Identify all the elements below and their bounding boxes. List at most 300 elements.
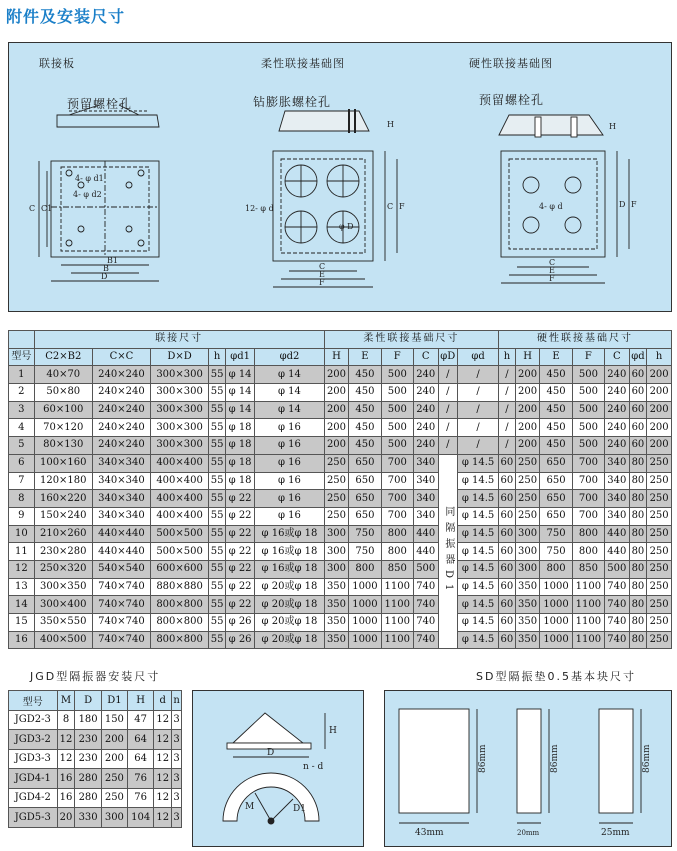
- table-cell: φ 16: [255, 507, 324, 525]
- table-cell: 250: [324, 454, 349, 472]
- table-cell: 300: [515, 560, 540, 578]
- jgd-title: JGD型隔振器安装尺寸: [30, 670, 161, 683]
- table-cell: 1000: [349, 614, 381, 632]
- column-header: E: [540, 348, 572, 366]
- table-cell: 1100: [572, 631, 604, 649]
- group-header: 硬性联接基础尺寸: [499, 331, 672, 349]
- table-cell: 200: [515, 366, 540, 384]
- table-cell: 60: [499, 543, 516, 561]
- table-cell: 240: [413, 419, 438, 437]
- table-cell: 8: [9, 490, 35, 508]
- table-row: [9, 596, 672, 614]
- table-cell: 440: [605, 525, 630, 543]
- table-cell: φ 14: [225, 401, 254, 419]
- table-cell: 55: [209, 366, 226, 384]
- rigid-section: [499, 115, 603, 135]
- table-cell: 350: [515, 578, 540, 596]
- table-cell: 700: [381, 507, 413, 525]
- group-header-row: [9, 331, 672, 349]
- bolt-hole-label: 预留螺栓孔: [67, 97, 133, 111]
- table-cell: 210×260: [34, 525, 92, 543]
- jgd-header-row: [9, 691, 182, 711]
- table-cell: 850: [381, 560, 413, 578]
- jgd-row: [9, 769, 182, 789]
- table-cell: 800×800: [151, 631, 209, 649]
- table-cell: φ 14.5: [458, 631, 499, 649]
- table-cell: φ 18: [225, 419, 254, 437]
- table-cell: 250: [647, 490, 672, 508]
- table-cell: 80: [629, 543, 647, 561]
- table-cell: 80×130: [34, 437, 92, 455]
- table-cell: 440: [605, 543, 630, 561]
- table-cell: 340×340: [92, 472, 150, 490]
- table-cell: 340: [413, 507, 438, 525]
- column-header: C: [605, 348, 630, 366]
- table-cell: 700: [572, 490, 604, 508]
- table-cell: 250: [647, 472, 672, 490]
- table-cell: 240: [605, 401, 630, 419]
- table-cell: φ 22: [225, 525, 254, 543]
- table-cell: φ 20或φ 18: [255, 631, 324, 649]
- column-header: 型号: [9, 348, 35, 366]
- table-cell: 650: [540, 472, 572, 490]
- table-cell: 200: [647, 401, 672, 419]
- table-cell: 740: [605, 596, 630, 614]
- column-header: E: [349, 348, 381, 366]
- table-cell: /: [458, 437, 499, 455]
- jgd-dim-h: H: [329, 726, 337, 736]
- table-cell: 60: [499, 631, 516, 649]
- table-cell: /: [458, 366, 499, 384]
- table-cell: 200: [324, 419, 349, 437]
- table-cell: 60: [499, 472, 516, 490]
- table-cell: 650: [540, 454, 572, 472]
- table-cell: 400×400: [151, 490, 209, 508]
- table-cell: 700: [381, 472, 413, 490]
- table-cell: 55: [209, 596, 226, 614]
- table-cell: 450: [349, 366, 381, 384]
- table-cell: 55: [209, 419, 226, 437]
- table-cell: 440×440: [92, 543, 150, 561]
- group-header: 联接尺寸: [34, 331, 324, 349]
- jgd-cell: 250: [101, 769, 127, 789]
- jgd-row: [9, 710, 182, 730]
- column-header: C×C: [92, 348, 150, 366]
- table-cell: 740: [413, 578, 438, 596]
- table-cell: φ 14.5: [458, 507, 499, 525]
- jgd-cell: 3: [172, 808, 182, 828]
- table-cell: 55: [209, 401, 226, 419]
- table-cell: 16: [9, 631, 35, 649]
- jgd-cell: JGD3-3: [9, 749, 58, 769]
- flex-title: 柔性联接基础图: [261, 57, 345, 70]
- jgd-cell: 47: [128, 710, 154, 730]
- jgd-column-header: 型号: [9, 691, 58, 711]
- column-header: φd: [629, 348, 647, 366]
- table-cell: 200: [515, 384, 540, 402]
- table-cell: 500: [572, 366, 604, 384]
- table-cell: 500: [381, 366, 413, 384]
- table-cell: /: [438, 437, 458, 455]
- table-cell: 60: [499, 614, 516, 632]
- column-header: φd: [458, 348, 499, 366]
- jgd-column-header: M: [57, 691, 75, 711]
- table-cell: 250: [647, 543, 672, 561]
- table-cell: 1000: [349, 631, 381, 649]
- table-cell: 250: [647, 596, 672, 614]
- table-cell: 240×240: [92, 419, 150, 437]
- table-cell: 10: [9, 525, 35, 543]
- table-cell: 740: [605, 578, 630, 596]
- table-cell: 14: [9, 596, 35, 614]
- merged-cell-d1: 同隔振器D1: [438, 454, 458, 649]
- column-header: φD: [438, 348, 458, 366]
- jgd-cell: 12: [57, 749, 75, 769]
- table-cell: 1100: [381, 578, 413, 596]
- table-cell: φ 20或φ 18: [255, 578, 324, 596]
- table-cell: 440×440: [92, 525, 150, 543]
- table-cell: 500: [413, 560, 438, 578]
- table-cell: 5: [9, 437, 35, 455]
- table-cell: 650: [349, 472, 381, 490]
- table-row: [9, 437, 672, 455]
- table-cell: 200: [515, 437, 540, 455]
- table-cell: 1100: [572, 596, 604, 614]
- table-cell: φ 14: [255, 401, 324, 419]
- table-cell: 250: [324, 472, 349, 490]
- table-cell: 300×350: [34, 578, 92, 596]
- table-cell: 60: [629, 437, 647, 455]
- table-cell: 240×240: [92, 366, 150, 384]
- table-cell: 60: [499, 490, 516, 508]
- table-cell: 240: [605, 437, 630, 455]
- table-cell: φ 22: [225, 560, 254, 578]
- table-cell: 55: [209, 578, 226, 596]
- table-cell: 740: [605, 614, 630, 632]
- table-cell: φ 20或φ 18: [255, 596, 324, 614]
- jgd-cell: 12: [154, 808, 172, 828]
- table-cell: 350: [515, 614, 540, 632]
- table-cell: 1000: [349, 596, 381, 614]
- table-cell: 300×300: [151, 401, 209, 419]
- table-cell: 800×800: [151, 614, 209, 632]
- table-cell: φ 26: [225, 631, 254, 649]
- table-cell: 80: [629, 472, 647, 490]
- table-cell: 60: [629, 384, 647, 402]
- table-row: [9, 454, 672, 472]
- table-cell: 400×400: [151, 472, 209, 490]
- table-cell: 1100: [572, 614, 604, 632]
- table-cell: 400×500: [34, 631, 92, 649]
- sd-height-1: 86mm: [478, 744, 488, 773]
- table-cell: 300×300: [151, 366, 209, 384]
- column-header: F: [381, 348, 413, 366]
- table-cell: 340: [413, 472, 438, 490]
- column-header: φd2: [255, 348, 324, 366]
- jgd-cell: 230: [75, 730, 101, 750]
- jgd-column-header: H: [128, 691, 154, 711]
- table-cell: 740×740: [92, 578, 150, 596]
- jgd-dim-d: D: [267, 748, 275, 758]
- group-header: 柔性联接基础尺寸: [324, 331, 498, 349]
- table-cell: φ 16或φ 18: [255, 560, 324, 578]
- sd-height-2: 86mm: [550, 744, 560, 773]
- dim-f-flex-v: F: [399, 202, 405, 211]
- table-cell: 300×400: [34, 596, 92, 614]
- table-cell: 55: [209, 560, 226, 578]
- table-cell: 55: [209, 507, 226, 525]
- table-cell: φ 14.5: [458, 596, 499, 614]
- table-cell: φ 22: [225, 507, 254, 525]
- table-cell: 300: [515, 543, 540, 561]
- table-cell: 500: [381, 437, 413, 455]
- table-cell: 450: [349, 401, 381, 419]
- table-cell: 250×320: [34, 560, 92, 578]
- table-cell: 1100: [381, 614, 413, 632]
- table-cell: /: [499, 437, 516, 455]
- table-cell: 400×400: [151, 454, 209, 472]
- jgd-svg: [193, 691, 363, 846]
- table-cell: 850: [572, 560, 604, 578]
- dim-c-flex-v: C: [387, 202, 394, 211]
- rigid-title: 硬性联接基础图: [469, 57, 553, 70]
- jgd-dim-m: M: [245, 802, 255, 812]
- table-cell: 650: [349, 507, 381, 525]
- table-cell: 80: [629, 578, 647, 596]
- table-cell: 200: [647, 437, 672, 455]
- table-cell: 60: [499, 578, 516, 596]
- sd-title: SD型隔振垫0.5基本块尺寸: [476, 670, 636, 683]
- table-cell: 300: [324, 560, 349, 578]
- table-cell: 1000: [540, 596, 572, 614]
- table-cell: 80: [629, 614, 647, 632]
- table-cell: φ 22: [225, 490, 254, 508]
- table-cell: 350×550: [34, 614, 92, 632]
- table-cell: 250: [647, 631, 672, 649]
- jgd-cell: 3: [172, 788, 182, 808]
- jgd-cell: 12: [154, 749, 172, 769]
- table-cell: 200: [515, 419, 540, 437]
- dim-b1: B1: [107, 256, 118, 265]
- table-cell: 350: [515, 631, 540, 649]
- table-cell: 740×740: [92, 596, 150, 614]
- table-cell: 60: [499, 596, 516, 614]
- table-cell: 450: [349, 384, 381, 402]
- table-cell: 650: [349, 454, 381, 472]
- table-cell: /: [499, 366, 516, 384]
- dim-b: B: [103, 264, 109, 273]
- sd-drawing-panel: [384, 690, 672, 847]
- table-cell: 240: [413, 384, 438, 402]
- dim-c-rigid: C: [549, 258, 556, 267]
- table-cell: 15: [9, 614, 35, 632]
- sd-height-3: 86mm: [642, 744, 652, 773]
- table-cell: 240: [413, 437, 438, 455]
- table-cell: 200: [324, 401, 349, 419]
- table-cell: 55: [209, 454, 226, 472]
- drawings-svg: [9, 43, 671, 311]
- column-header: C2×B2: [34, 348, 92, 366]
- table-cell: 450: [540, 401, 572, 419]
- table-cell: 340×340: [92, 507, 150, 525]
- table-row: [9, 490, 672, 508]
- table-cell: 740: [605, 631, 630, 649]
- table-cell: 80: [629, 560, 647, 578]
- table-cell: 80: [629, 490, 647, 508]
- jgd-cell: 330: [75, 808, 101, 828]
- jgd-cell: 76: [128, 769, 154, 789]
- table-cell: 700: [572, 472, 604, 490]
- table-cell: 800: [540, 560, 572, 578]
- table-row: [9, 578, 672, 596]
- flex-plan-outer: [273, 151, 373, 261]
- table-cell: 1100: [381, 596, 413, 614]
- table-cell: 60: [499, 560, 516, 578]
- table-row: [9, 384, 672, 402]
- table-cell: 150×240: [34, 507, 92, 525]
- table-cell: φ 18: [225, 437, 254, 455]
- jgd-cell: 3: [172, 769, 182, 789]
- dim-e-flex: E: [319, 270, 325, 279]
- jgd-cell: 16: [57, 788, 75, 808]
- table-cell: /: [438, 366, 458, 384]
- table-cell: 240: [605, 384, 630, 402]
- table-cell: 800: [572, 543, 604, 561]
- table-row: [9, 472, 672, 490]
- table-cell: 240: [605, 366, 630, 384]
- table-cell: 240×240: [92, 437, 150, 455]
- exp-bolt-hole-label: 钻膨胀螺栓孔: [253, 95, 332, 109]
- table-cell: 2: [9, 384, 35, 402]
- jgd-cell: 12: [154, 710, 172, 730]
- dim-12d: 12- φ d: [245, 204, 274, 213]
- dim-f-rigid: F: [549, 274, 555, 283]
- table-cell: /: [458, 401, 499, 419]
- table-cell: 500: [572, 437, 604, 455]
- jgd-cell: 12: [154, 769, 172, 789]
- table-cell: 250: [324, 490, 349, 508]
- table-cell: 250: [515, 507, 540, 525]
- table-cell: 55: [209, 525, 226, 543]
- table-cell: 450: [349, 437, 381, 455]
- jgd-cell: 12: [154, 788, 172, 808]
- column-header: h: [499, 348, 516, 366]
- table-cell: φ 14.5: [458, 578, 499, 596]
- table-cell: 750: [349, 525, 381, 543]
- jgd-row: [9, 788, 182, 808]
- table-cell: 340: [605, 454, 630, 472]
- table-cell: φ 14.5: [458, 525, 499, 543]
- jgd-cell: JGD3-2: [9, 730, 58, 750]
- table-row: [9, 631, 672, 649]
- table-cell: φ 14.5: [458, 454, 499, 472]
- table-cell: φ 16: [255, 472, 324, 490]
- jgd-cell: JGD5-3: [9, 808, 58, 828]
- dim-c1: C1: [41, 204, 53, 213]
- table-cell: 80: [629, 596, 647, 614]
- table-cell: 11: [9, 543, 35, 561]
- table-cell: 340: [413, 454, 438, 472]
- jgd-cell: 200: [101, 749, 127, 769]
- table-cell: 500: [572, 384, 604, 402]
- table-cell: 340: [413, 490, 438, 508]
- table-cell: 800: [349, 560, 381, 578]
- table-cell: 400×400: [151, 507, 209, 525]
- jgd-cell: JGD2-3: [9, 710, 58, 730]
- table-cell: φ 16或φ 18: [255, 543, 324, 561]
- table-cell: 55: [209, 490, 226, 508]
- table-cell: 3: [9, 401, 35, 419]
- table-cell: φ 26: [225, 614, 254, 632]
- column-header: H: [324, 348, 349, 366]
- table-cell: 200: [324, 384, 349, 402]
- table-cell: 250: [647, 507, 672, 525]
- table-cell: 80: [629, 454, 647, 472]
- table-cell: φ 14: [255, 384, 324, 402]
- table-cell: 650: [540, 507, 572, 525]
- table-cell: 9: [9, 507, 35, 525]
- jgd-row: [9, 808, 182, 828]
- table-cell: φ 14.5: [458, 560, 499, 578]
- table-cell: 440: [413, 543, 438, 561]
- table-cell: /: [438, 401, 458, 419]
- table-cell: 300×300: [151, 419, 209, 437]
- table-cell: 60: [499, 525, 516, 543]
- dim-4d1: 4- φ d1: [75, 174, 104, 183]
- table-cell: 800×800: [151, 596, 209, 614]
- table-cell: 55: [209, 437, 226, 455]
- table-cell: 40×70: [34, 366, 92, 384]
- column-header: D×D: [151, 348, 209, 366]
- dim-phiD: φ D: [339, 222, 354, 231]
- table-cell: 740×740: [92, 614, 150, 632]
- sd-block-2: [517, 709, 541, 813]
- table-cell: 60: [629, 419, 647, 437]
- table-cell: 200: [324, 366, 349, 384]
- table-cell: 250: [647, 614, 672, 632]
- column-header-row: [9, 348, 672, 366]
- group-header-blank: [9, 331, 35, 349]
- table-cell: 500: [381, 419, 413, 437]
- table-cell: 55: [209, 543, 226, 561]
- table-cell: φ 22: [225, 578, 254, 596]
- table-cell: 250: [647, 454, 672, 472]
- table-cell: 450: [540, 437, 572, 455]
- table-cell: 4: [9, 419, 35, 437]
- table-cell: 60: [629, 401, 647, 419]
- table-cell: 700: [572, 507, 604, 525]
- table-cell: 500: [572, 401, 604, 419]
- board-side-view: [57, 115, 159, 127]
- table-cell: 60×100: [34, 401, 92, 419]
- table-cell: 50×80: [34, 384, 92, 402]
- jgd-cell: 20: [57, 808, 75, 828]
- sd-width-1: 43mm: [415, 828, 444, 838]
- table-cell: φ 14: [225, 366, 254, 384]
- board-title: 联接板: [39, 57, 75, 70]
- jgd-cell: 3: [172, 710, 182, 730]
- table-cell: 800: [381, 525, 413, 543]
- jgd-cell: 12: [154, 730, 172, 750]
- sd-width-2: 20mm: [517, 829, 540, 837]
- column-header: C: [413, 348, 438, 366]
- table-cell: 1000: [540, 631, 572, 649]
- table-cell: 500×500: [151, 525, 209, 543]
- table-row: [9, 560, 672, 578]
- column-header: h: [647, 348, 672, 366]
- jgd-cell: 200: [101, 730, 127, 750]
- table-cell: 500: [381, 384, 413, 402]
